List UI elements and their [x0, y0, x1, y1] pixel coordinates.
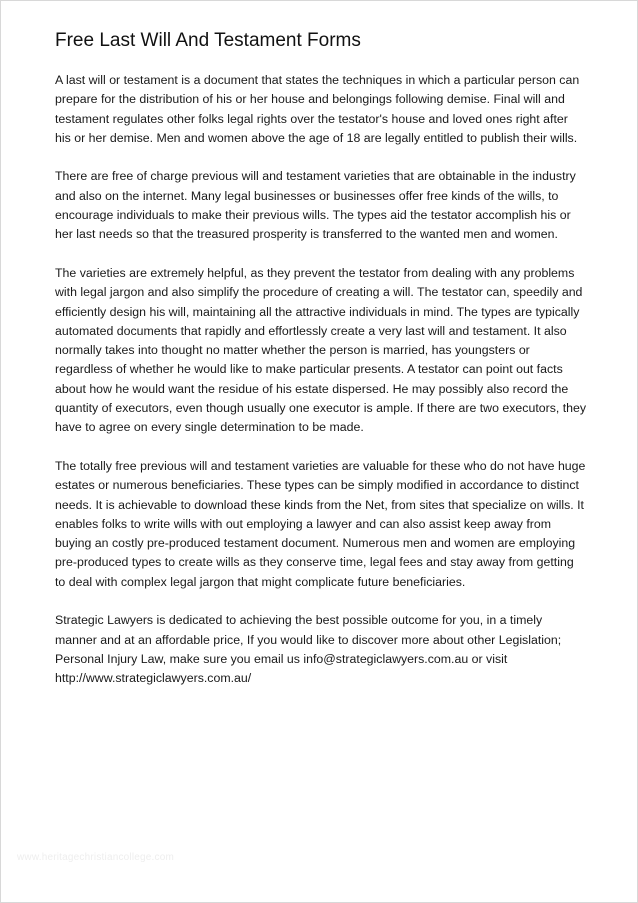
website-link[interactable]: http://www.strategiclawyers.com.au/	[55, 671, 252, 686]
closing-text: Strategic Lawyers is dedicated to achieving the best possible outcome for you, in a timely manner and at an affordable price, If you would like to discover more about other Legislation; Personal Injury Law, make sure you email us	[55, 613, 562, 666]
closing-paragraph	[55, 611, 587, 688]
closing-middle-text: or visit	[468, 651, 508, 666]
document-body	[55, 71, 587, 708]
email-link[interactable]: info@strategiclawyers.com.au	[303, 651, 469, 666]
paragraph-3: The varieties are extremely helpful, as they prevent the testator from dealing with any problems with legal jargon and also simplify the procedure of creating a will. The testator can, speedily and efficiently design his will, maintaining all the attractive individuals in mind. The types are typically automated documents that rapidly and effortlessly create a very last will and testament. It also normally takes into thought no matter whether the person is married, has youngsters or regardless of whether he would like to make particular presents. A testator can point out facts about how he would want the residue of his estate dispersed. He may possibly also record the quantity of executors, even though usually one executor is ample. If there are two executors, they have to agree on every single determination to be made.	[55, 265, 587, 435]
watermark: www.heritagechristiancollege.com	[17, 852, 175, 863]
paragraph-4: The totally free previous will and testament varieties are valuable for these who do not have huge estates or numerous beneficiaries. These types can be simply modified in accordance to distinct needs. It is achievable to download these kinds from the Net, from sites that specialize on wills. It enables folks to write wills with out employing a lawyer and can also assist keep away from buying an costly pre-produced testament document. Numerous men and women are employing pre-produced types to create wills as they conserve time, legal fees and stay away from getting to deal with complex legal jargon that might complicate future beneficiaries.	[55, 458, 586, 589]
paragraph-1: A last will or testament is a document that states the techniques in which a particular person can prepare for the distribution of his or her house and belongings following demise. Final will and testament regulates other folks legal rights over the testator's house and loved ones right after his or her demise. Men and women above the age of 18 are legally entitled to publish their wills.	[55, 73, 580, 145]
paragraph-2: There are free of charge previous will and testament varieties that are obtainable in the industry and also on the internet. Many legal businesses or businesses offer free kinds of the wills, to encourage individuals to make their previous wills. The types aid the testator accomplish his or her last needs so that the treasured prosperity is transferred to the wanted men and women.	[55, 169, 576, 242]
document-title: Free Last Will And Testament Forms	[55, 30, 361, 51]
